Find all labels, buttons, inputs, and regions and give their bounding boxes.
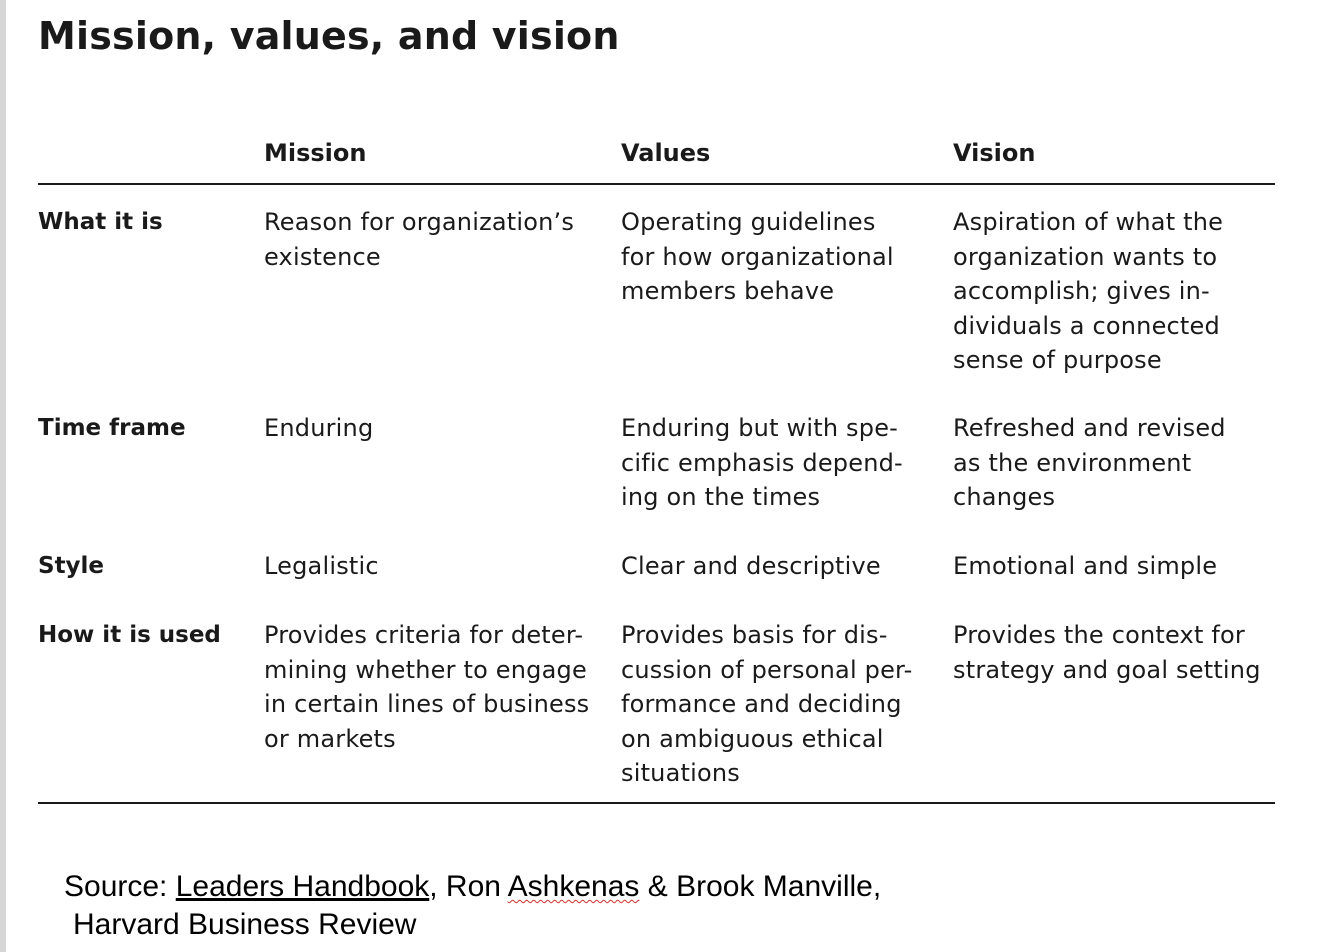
table-cell-mission: Reason for organization’s existence [264,208,575,271]
row-label-what-it-is: What it is [38,209,163,235]
table-cell-mission: Enduring [264,414,374,442]
column-header-values: Values [621,139,711,167]
column-header-vision: Vision [953,139,1036,167]
table-cell-values: Clear and descriptive [621,552,881,580]
bottom-rule [38,802,1275,804]
table-cell-vision: Emotional and simple [953,552,1218,580]
page-title: Mission, values, and vision [38,14,620,58]
row-label-how-it-is-used: How it is used [38,622,221,648]
source-line-2: Harvard Business Review [73,908,417,941]
table-cell-vision: Refreshed and revised as the environment changes [953,414,1226,511]
table-cell-values: Operating guidelines for how organizational members behave [621,208,894,305]
source-line-1: Source: Leaders Handbook, Ron Ashkenas & Brook Manville, [64,870,882,903]
table-cell-values: Enduring but with spe- cific emphasis depend- ing on the times [621,414,903,511]
table-cell-vision: Aspiration of what the organization wants to accomplish; gives in- dividuals a connected sense of purpose [953,208,1224,374]
spellcheck-word: Ashkenas [507,870,640,903]
table-cell-mission: Provides criteria for deter- mining whether to engage in certain lines of business or markets [264,621,590,753]
column-header-mission: Mission [264,139,367,167]
source-citation [64,868,881,944]
table-cell-values: Provides basis for dis- cussion of personal per- formance and deciding on ambiguous ethical situations [621,621,913,787]
book-title: Leaders Handbook [175,870,430,903]
table-cell-vision: Provides the context for strategy and goal setting [953,621,1261,684]
page-left-edge [0,0,6,952]
header-rule [38,183,1275,185]
table-cell-mission: Legalistic [264,552,379,580]
row-label-style: Style [38,553,105,579]
row-label-time-frame: Time frame [38,415,186,441]
